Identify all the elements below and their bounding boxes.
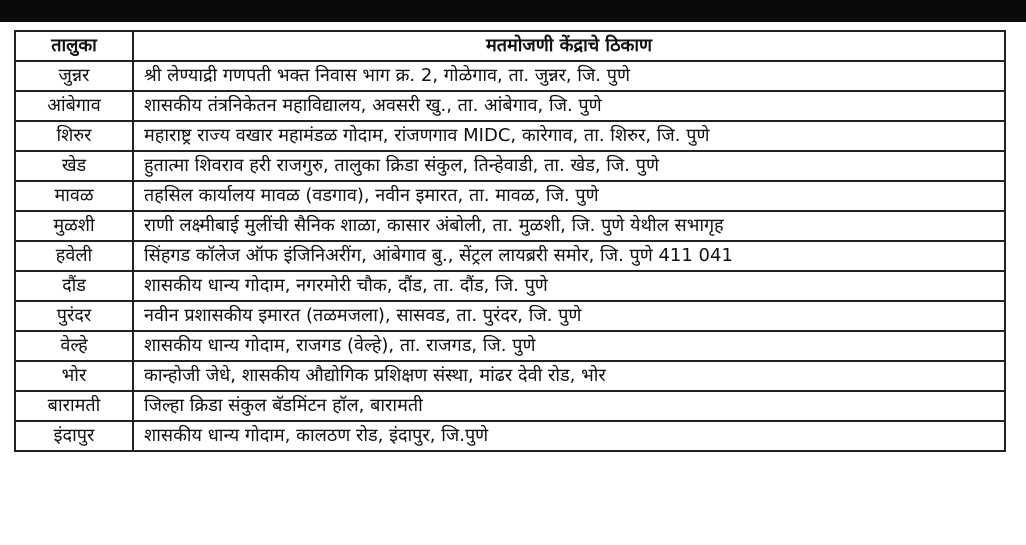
table-row (15, 271, 1005, 301)
taluka-cell: बारामती (15, 391, 133, 421)
table-row (15, 91, 1005, 121)
location-cell: जिल्हा क्रिडा संकुल बॅडमिंटन हॉल, बारामती (133, 391, 1005, 421)
header-taluka: तालुका (15, 31, 133, 61)
taluka-cell: वेल्हे (15, 331, 133, 361)
taluka-cell: इंदापुर (15, 421, 133, 451)
table-row (15, 181, 1005, 211)
table-row (15, 301, 1005, 331)
location-cell: राणी लक्ष्मीबाई मुलींची सैनिक शाळा, कासार अंबोली, ता. मुळशी, जि. पुणे येथील सभागृह (133, 211, 1005, 241)
table-row (15, 211, 1005, 241)
table-row (15, 61, 1005, 91)
top-dark-band (0, 0, 1026, 22)
taluka-cell: हवेली (15, 241, 133, 271)
table-row (15, 151, 1005, 181)
location-cell: महाराष्ट्र राज्य वखार महामंडळ गोदाम, रांजणगाव MIDC, कारेगाव, ता. शिरुर, जि. पुणे (133, 121, 1005, 151)
taluka-cell: भोर (15, 361, 133, 391)
table-row (15, 421, 1005, 451)
taluka-cell: मावळ (15, 181, 133, 211)
location-cell: शासकीय तंत्रनिकेतन महाविद्यालय, अवसरी खु., ता. आंबेगाव, जि. पुणे (133, 91, 1005, 121)
location-cell: तहसिल कार्यालय मावळ (वडगाव), नवीन इमारत, ता. मावळ, जि. पुणे (133, 181, 1005, 211)
location-cell: नवीन प्रशासकीय इमारत (तळमजला), सासवड, ता. पुरंदर, जि. पुणे (133, 301, 1005, 331)
location-cell: कान्होजी जेधे, शासकीय औद्योगिक प्रशिक्षण संस्था, मांढर देवी रोड, भोर (133, 361, 1005, 391)
counting-centers-table (14, 30, 1006, 452)
taluka-cell: आंबेगाव (15, 91, 133, 121)
table-row (15, 331, 1005, 361)
header-location: मतमोजणी केंद्राचे ठिकाण (133, 31, 1005, 61)
taluka-cell: खेड (15, 151, 133, 181)
table-row (15, 241, 1005, 271)
location-cell: श्री लेण्याद्री गणपती भक्त निवास भाग क्र. 2, गोळेगाव, ता. जुन्नर, जि. पुणे (133, 61, 1005, 91)
location-cell: सिंहगड कॉलेज ऑफ इंजिनिअरींग, आंबेगाव बु., सेंट्रल लायब्ररी समोर, जि. पुणे 411 041 (133, 241, 1005, 271)
location-cell: शासकीय धान्य गोदाम, राजगड (वेल्हे), ता. राजगड, जि. पुणे (133, 331, 1005, 361)
location-cell: शासकीय धान्य गोदाम, नगरमोरी चौक, दौंड, ता. दौंड, जि. पुणे (133, 271, 1005, 301)
taluka-cell: दौंड (15, 271, 133, 301)
table-row (15, 361, 1005, 391)
table-header-row (15, 31, 1005, 61)
taluka-cell: शिरुर (15, 121, 133, 151)
taluka-cell: मुळशी (15, 211, 133, 241)
taluka-cell: पुरंदर (15, 301, 133, 331)
taluka-cell: जुन्नर (15, 61, 133, 91)
table-row (15, 121, 1005, 151)
table-row (15, 391, 1005, 421)
location-cell: शासकीय धान्य गोदाम, कालठण रोड, इंदापुर, जि.पुणे (133, 421, 1005, 451)
location-cell: हुतात्मा शिवराव हरी राजगुरु, तालुका क्रिडा संकुल, तिन्हेवाडी, ता. खेड, जि. पुणे (133, 151, 1005, 181)
